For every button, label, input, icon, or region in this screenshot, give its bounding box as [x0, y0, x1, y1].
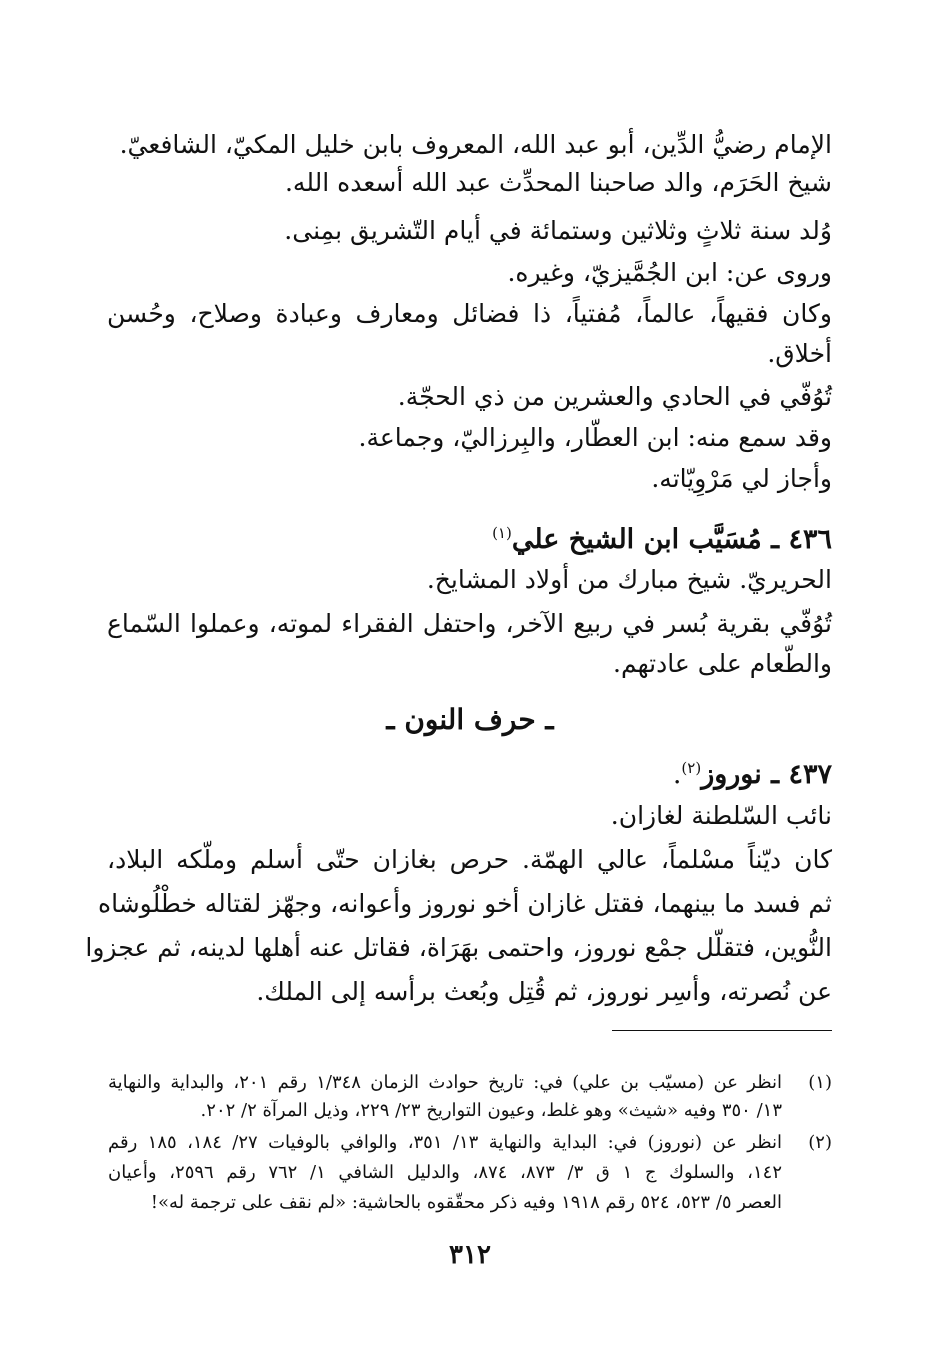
body-line: وأجاز لي مَرْوِيّاته.	[651, 464, 832, 493]
footnote-line: انظر عن (مسيّب بن علي) في: تاريخ حوادث الزمان ١/٣٤٨ رقم ٢٠١، والبداية والنهاية	[108, 1072, 782, 1093]
entry-heading-436	[492, 513, 832, 553]
body-line: وقد سمع منه: ابن العطّار، والبِرزاليّ، وجماعة.	[358, 423, 832, 452]
footnote-number: (٢)	[808, 1132, 832, 1153]
footnote-line: ١٣/ ٣٥٠ وفيه «شيث» وهو غلط، وعيون التواريخ ٢٣/ ٢٢٩، وذيل المرآة ٢/ ٢٠٢.	[200, 1100, 782, 1121]
body-line: تُوُفّي بقرية بُسر في ربيع الآخر، واحتفل الفقراء لموته، وعملوا السّماع	[107, 609, 832, 638]
body-line: الحريريّ. شيخ مبارك من أولاد المشايخ.	[426, 565, 832, 594]
body-line: والطّعام على عادتهم.	[613, 649, 832, 678]
body-line: عن نُصرته، وأسِر نوروز، ثم قُتِل وبُعث برأسه إلى الملك.	[256, 977, 832, 1006]
body-line: تُوُفّي في الحادي والعشرين من ذي الحجّة.	[397, 382, 832, 411]
body-line: النُّوين، فتقلّل جمْع نوروز، واحتمى بهَرَاة، فقاتل عنه أهلها لدينه، ثم عجزوا	[85, 933, 832, 962]
entry-heading-437	[673, 748, 832, 788]
body-line: ثم فسد ما بينهما، فقتل غازان أخو نوروز وأعوانه، وجهّز لقتاله خطْلُوشاه	[98, 889, 832, 918]
footnote-ref: (١)	[492, 524, 512, 542]
page-number: ٣١٢	[449, 1240, 491, 1270]
entry-heading-text: ٤٣٧ ـ نوروز	[701, 759, 832, 790]
footnote-separator	[612, 1030, 832, 1031]
body-line: وكان فقيهاً، عالماً، مُفتياً، ذا فضائل ومعارف وعبادة وصلاح، وحُسن	[107, 299, 832, 328]
entry-heading-end: .	[672, 759, 682, 790]
entry-heading-text: ٤٣٦ ـ مُسَيَّب ابن الشيخ علي	[511, 524, 832, 555]
body-line: الإمام رضيُّ الدِّين، أبو عبد الله، المعروف بابن خليل المكيّ، الشافعيّ.	[119, 130, 832, 159]
footnote-number: (١)	[808, 1072, 832, 1093]
body-line: شيخ الحَرَم، والد صاحبنا المحدِّث عبد الله أسعده الله.	[284, 168, 832, 197]
footnote-line: انظر عن (نوروز) في: البداية والنهاية ١٣/ ٣٥١، والوافي بالوفيات ٢٧/ ١٨٤، ١٨٥ رقم	[108, 1132, 782, 1153]
body-line: وروى عن: ابن الجُمَّيزيّ، وغيره.	[507, 258, 832, 287]
body-line: كان ديّناً مسْلماً، عالي الهمّة. حرص بغازان حتّى أسلم وملّكه البلاد،	[107, 845, 832, 874]
body-line: أخلاق.	[767, 339, 832, 368]
footnote-line: ١٤٢، والسلوك ج ١ ق ٣/ ٨٧٣، ٨٧٤، والدليل الشافي ١/ ٧٦٢ رقم ٢٥٩٦، وأعيان	[108, 1162, 782, 1183]
body-line: نائب السّلطنة لغازان.	[610, 801, 832, 830]
body-line: وُلد سنة ثلاثٍ وثلاثين وستمائة في أيام التّشريق بمِنى.	[284, 216, 832, 245]
footnote-ref: (٢)	[681, 759, 702, 777]
section-title: ـ حرف النون ـ	[386, 703, 554, 736]
footnote-line: العصر ٥/ ٥٢٣، ٥٢٤ رقم ١٩١٨ وفيه ذكر محقّقوه بالحاشية: «لم نقف على ترجمة له»!	[150, 1192, 782, 1213]
